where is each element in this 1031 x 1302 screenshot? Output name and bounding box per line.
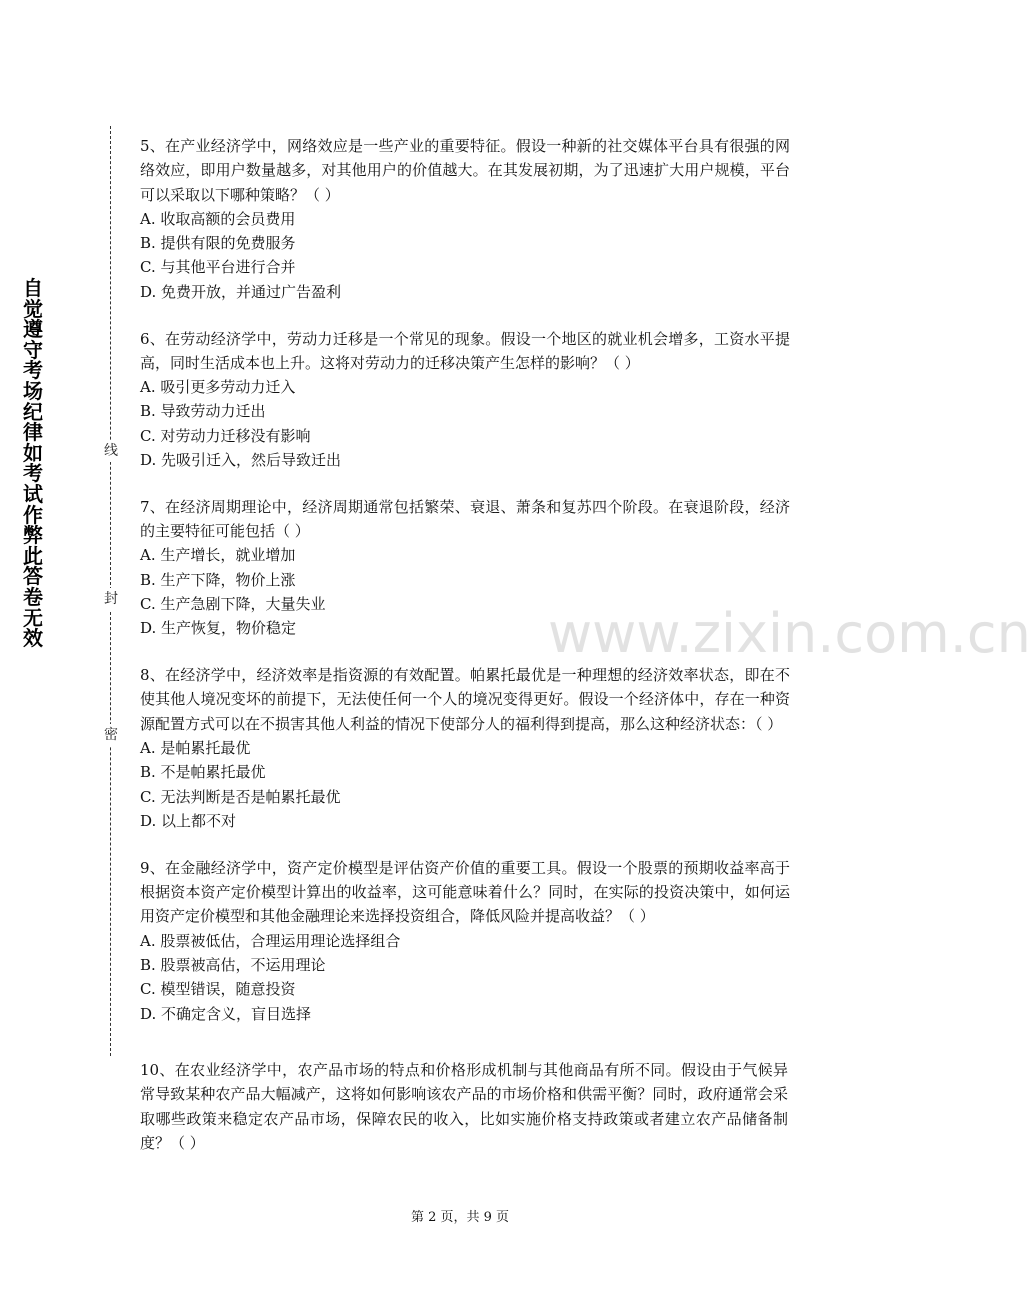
binding-mark-feng: 封 — [101, 588, 121, 610]
option-a: A. 股票被低估，合理运用理论选择组合 — [140, 931, 401, 950]
option-d: D. 先吸引迁入，然后导致迁出 — [140, 451, 342, 470]
option-c: C. 与其他平台进行合并 — [140, 258, 296, 277]
option-c: C. 对劳动力迁移没有影响 — [140, 426, 311, 445]
page-footer: 第 2 页，共 9 页 — [410, 1210, 510, 1225]
question-5 — [140, 134, 790, 304]
exam-discipline-notice: 自觉遵守考场纪律如考试作弊此答卷无效 — [23, 276, 43, 651]
question-stem: 10、在农业经济学中，农产品市场的特点和价格形成机制与其他商品有所不同。假设由于气候异常导致某种农产品大幅减产，这将如何影响该农产品的市场价格和供需平衡？同时，政府通常会采取哪些政策来稳定农产品市场，保障农民的收入，比如实施价格支持政策或者建立农产品储备制度？（ ） — [140, 1061, 788, 1152]
binding-mark-mi: 密 — [101, 724, 121, 746]
question-10 — [140, 1058, 788, 1155]
option-c: C. 生产急剧下降，大量失业 — [140, 595, 326, 614]
option-b: B. 股票被高估，不运用理论 — [140, 955, 326, 974]
question-8 — [140, 663, 790, 833]
option-b: B. 生产下降，物价上涨 — [140, 570, 296, 589]
option-a: A. 生产增长，就业增加 — [140, 546, 296, 565]
question-stem: 8、在经济学中，经济效率是指资源的有效配置。帕累托最优是一种理想的经济效率状态，即在不使其他人境况变坏的前提下，无法使任何一个人的境况变得更好。假设一个经济体中，存在一种资源配置方式可以在不损害其他人利益的情况下使部分人的福利得到提高，那么这种经济状态：（ ） — [140, 666, 790, 733]
question-stem: 5、在产业经济学中，网络效应是一些产业的重要特征。假设一种新的社交媒体平台具有很强的网络效应，即用户数量越多，对其他用户的价值越大。在其发展初期，为了迅速扩大用户规模，平台可以采取以下哪种策略？（ ） — [140, 137, 790, 204]
option-a: A. 是帕累托最优 — [140, 739, 251, 758]
binding-mark-xian: 线 — [101, 440, 121, 462]
option-b: B. 导致劳动力迁出 — [140, 402, 266, 421]
option-d: D. 不确定含义，盲目选择 — [140, 1004, 312, 1023]
option-b: B. 不是帕累托最优 — [140, 763, 266, 782]
question-list — [140, 134, 790, 1048]
option-d: D. 以上都不对 — [140, 811, 237, 830]
option-a: A. 收取高额的会员费用 — [140, 209, 296, 228]
option-d: D. 生产恢复，物价稳定 — [140, 619, 297, 638]
option-c: C. 模型错误，随意投资 — [140, 980, 296, 999]
question-9 — [140, 856, 790, 1026]
option-c: C. 无法判断是否是帕累托最优 — [140, 787, 341, 806]
option-d: D. 免费开放，并通过广告盈利 — [140, 282, 342, 301]
question-stem: 7、在经济周期理论中，经济周期通常包括繁荣、衰退、萧条和复苏四个阶段。在衰退阶段，经济的主要特征可能包括（ ） — [140, 497, 790, 541]
question-7 — [140, 495, 790, 641]
watermark: www.zixin.com.cn — [548, 602, 1031, 665]
question-stem: 6、在劳动经济学中，劳动力迁移是一个常见的现象。假设一个地区的就业机会增多，工资水平提高，同时生活成本也上升。这将对劳动力的迁移决策产生怎样的影响？（ ） — [140, 329, 790, 372]
option-a: A. 吸引更多劳动力迁入 — [140, 378, 296, 397]
question-stem: 9、在金融经济学中，资产定价模型是评估资产价值的重要工具。假设一个股票的预期收益率高于根据资本资产定价模型计算出的收益率，这可能意味着什么？同时，在实际的投资决策中，如何运用资产定价模型和其他金融理论来选择投资组合，降低风险并提高收益？（ ） — [140, 858, 790, 926]
option-b: B. 提供有限的免费服务 — [140, 234, 296, 253]
question-6 — [140, 327, 790, 473]
